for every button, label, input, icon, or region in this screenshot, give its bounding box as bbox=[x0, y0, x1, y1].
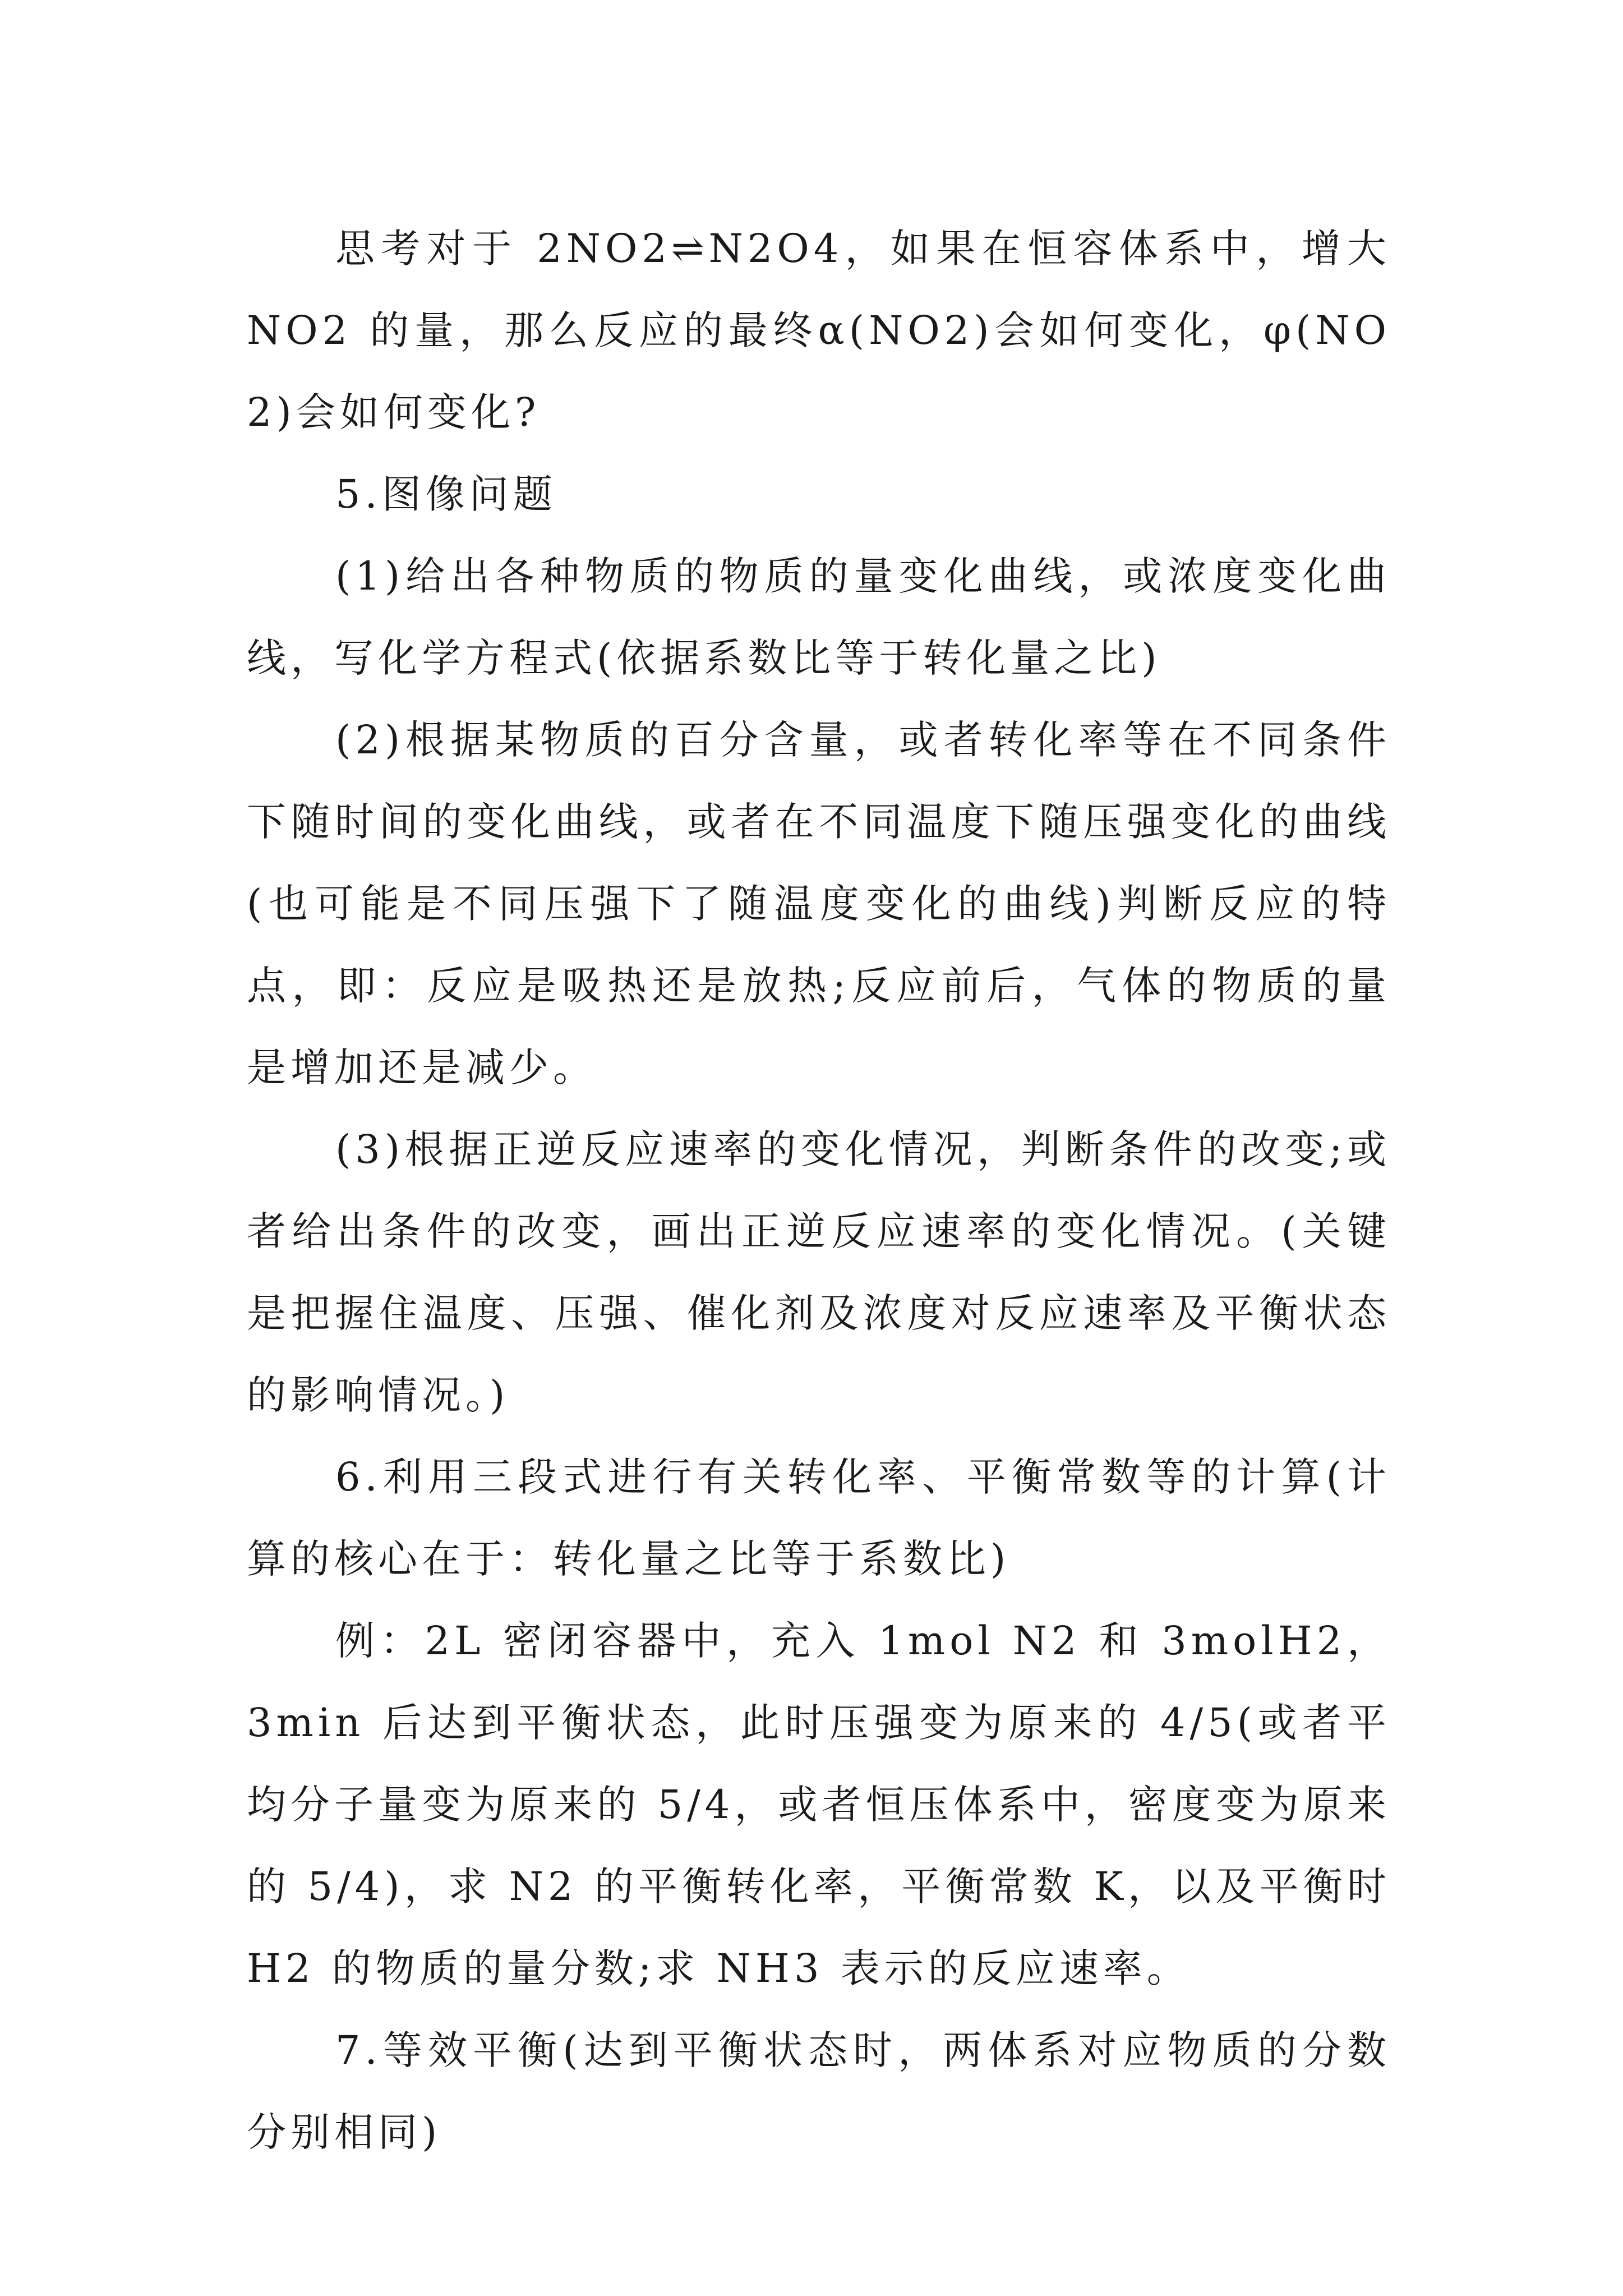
paragraph-section-7-heading: 7.等效平衡(达到平衡状态时，两体系对应物质的分数分别相同) bbox=[247, 2027, 1391, 2155]
paragraph-item-3: (3)根据正逆反应速率的变化情况，判断条件的改变;或者给出条件的改变，画出正逆反应速率的变化情况。(关键是把握住温度、压强、催化剂及浓度对反应速率及平衡状态的影响情况。) bbox=[247, 1126, 1391, 1418]
paragraph-item-2: (2)根据某物质的百分含量，或者转化率等在不同条件下随时间的变化曲线，或者在不同温度下随压强变化的曲线(也可能是不同压强下了随温度变化的曲线)判断反应的特点，即：反应是吸热还是放热;反应前后，气体的物质的量是增加还是减少。 bbox=[247, 717, 1391, 1091]
paragraph-section-5-heading: 5.图像问题 bbox=[335, 471, 557, 517]
paragraph-section-6-heading: 6.利用三段式进行有关转化率、平衡常数等的计算(计算的核心在于：转化量之比等于系数比) bbox=[247, 1454, 1391, 1582]
paragraph-thinking-question: 思考对于 2NO2⇌N2O4，如果在恒容体系中，增大 NO2 的量，那么反应的最终α(NO2)会如何变化，φ(NO2)会如何变化? bbox=[247, 226, 1391, 435]
document-body bbox=[247, 208, 1391, 2173]
paragraph-item-1: (1)给出各种物质的物质的量变化曲线，或浓度变化曲线，写化学方程式(依据系数比等于转化量之比) bbox=[247, 553, 1391, 681]
paragraph-example: 例：2L 密闭容器中，充入 1mol N2 和 3molH2，3min 后达到平衡状态，此时压强变为原来的 4/5(或者平均分子量变为原来的 5/4，或者恒压体系中，密度变为原来的 5/4)，求 N2 的平衡转化率，平衡常数 K，以及平衡时 H2 的物质的量分数;求 NH3 表示的反应速率。 bbox=[247, 1618, 1391, 1991]
